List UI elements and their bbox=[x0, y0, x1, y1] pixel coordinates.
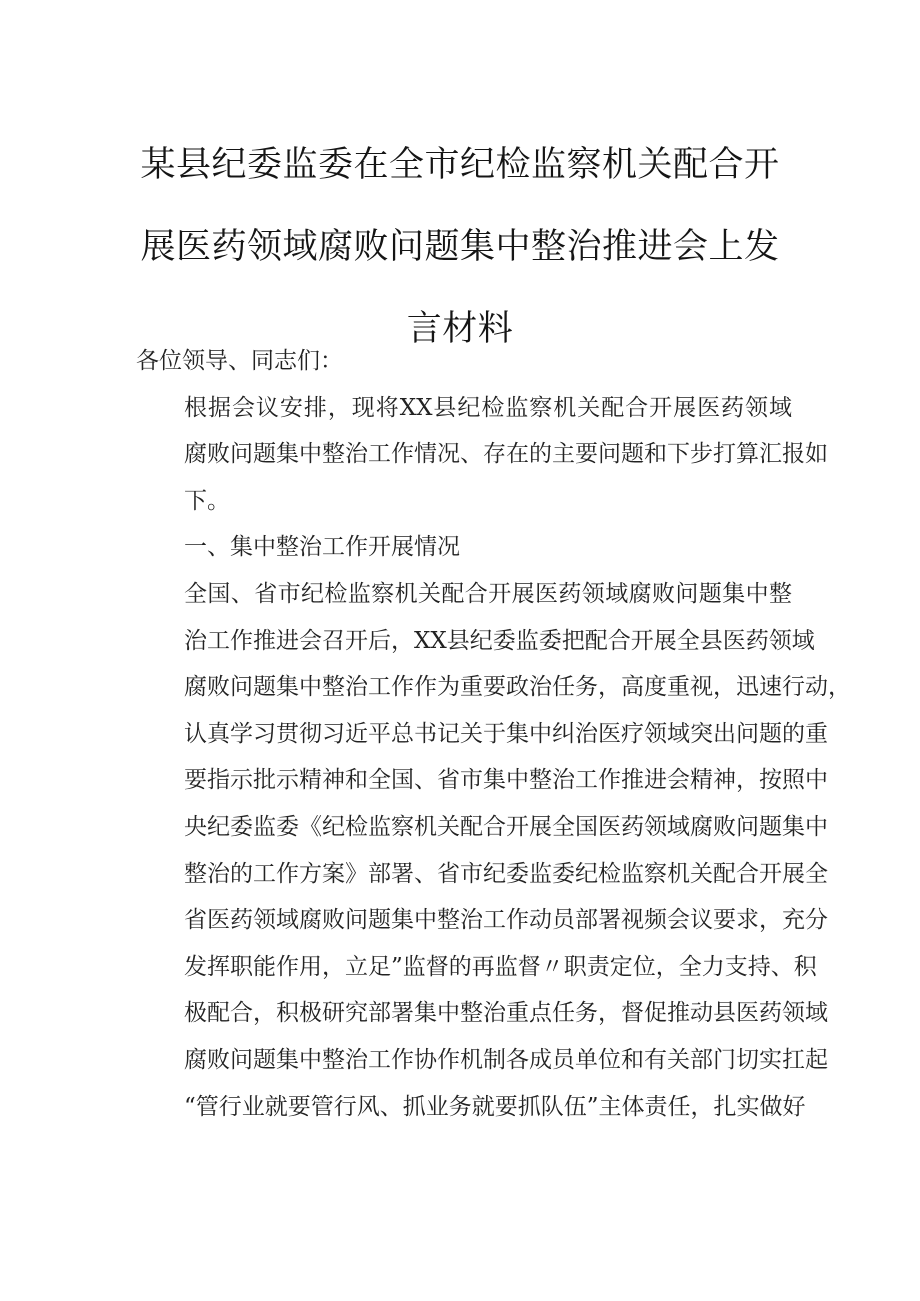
body-paragraph bbox=[136, 571, 851, 1130]
intro-line: 腐败问题集中整治工作情况、存在的主要问题和下步打算汇报如 bbox=[184, 441, 828, 468]
paragraph-line: 央纪委监委《纪检监察机关配合开展全国医药领域腐败问题集中 bbox=[184, 813, 828, 840]
paragraph-line: 省医药领域腐败问题集中整治工作动员部署视频会议要求，充分 bbox=[184, 907, 828, 934]
intro-line: 根据会议安排，现将XX县纪检监察机关配合开展医药领域 bbox=[184, 394, 792, 421]
paragraph-line: 腐败问题集中整治工作协作机制各成员单位和有关部门切实扛起 bbox=[184, 1046, 828, 1073]
section-heading-text: 一、集中整治工作开展情况 bbox=[184, 534, 460, 561]
salutation-text: 各位领导、同志们： bbox=[136, 348, 343, 374]
paragraph-line: 认真学习贯彻习近平总书记关于集中纠治医疗领域突出问题的重 bbox=[184, 720, 828, 747]
intro-line: 下。 bbox=[184, 487, 230, 514]
intro-paragraph bbox=[136, 385, 828, 525]
paragraph-line: 治工作推进会召开后，XX县纪委监委把配合开展全县医药领域 bbox=[184, 627, 815, 654]
title-line-3: 言材料 bbox=[406, 309, 514, 349]
document-title bbox=[100, 124, 820, 370]
title-line-1: 某县纪委监委在全市纪检监察机关配合开 bbox=[140, 145, 780, 185]
paragraph-line: 全国、省市纪检监察机关配合开展医药领域腐败问题集中整 bbox=[184, 580, 792, 607]
paragraph-line: 要指示批示精神和全国、省市集中整治工作推进会精神，按照中 bbox=[184, 767, 828, 794]
paragraph-line: 腐败问题集中整治工作作为重要政治任务，高度重视，迅速行动， bbox=[184, 674, 851, 701]
title-line-2: 展医药领域腐败问题集中整治推进会上发 bbox=[140, 227, 780, 267]
section-heading bbox=[136, 524, 792, 571]
salutation bbox=[136, 338, 792, 385]
document-body bbox=[136, 338, 851, 1130]
paragraph-line: 发挥职能作用，立足”监督的再监督〃职责定位，全力支持、积 bbox=[184, 953, 817, 980]
paragraph-line: 整治的工作方案》部署、省市纪委监委纪检监察机关配合开展全 bbox=[184, 860, 828, 887]
paragraph-line: “管行业就要管行风、抓业务就要抓队伍”主体责任，扎实做好 bbox=[184, 1093, 806, 1120]
paragraph-line: 极配合，积极研究部署集中整治重点任务，督促推动县医药领域 bbox=[184, 1000, 828, 1027]
